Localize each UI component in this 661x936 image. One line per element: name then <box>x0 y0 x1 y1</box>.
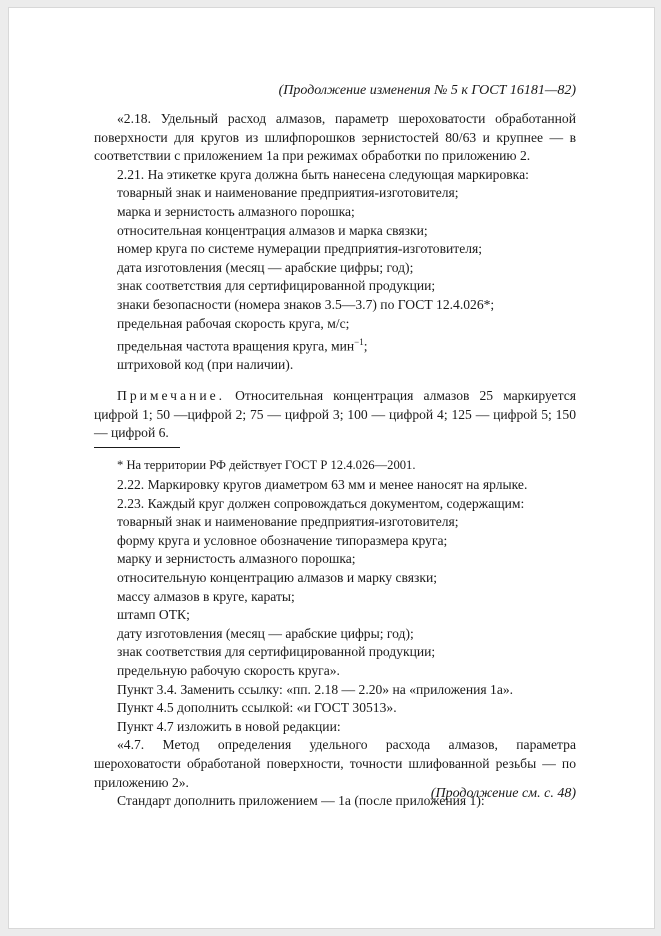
marking-item: знаки безопасности (номера знаков 3.5—3.7) по ГОСТ 12.4.026*; <box>117 296 495 312</box>
note-paragraph <box>94 387 576 443</box>
paragraph-3-4: Пункт 3.4. Заменить ссылку: «пп. 2.18 — 2.20» на «приложения 1а». <box>117 681 514 697</box>
marking-item-frequency <box>94 333 576 356</box>
marking-item: дата изготовления (месяц — арабские цифры; год); <box>117 259 414 275</box>
section-marking <box>94 110 576 375</box>
paragraph-2-18: «2.18. Удельный расход алмазов, параметр шероховатости обработанной поверхности для кругов из шлифпорошков зернистостей 80/63 и крупнее — в соответствии с приложением 1а при режимах обработки по приложению 2. <box>94 111 576 164</box>
document-item: предельную рабочую скорость круга». <box>117 662 340 678</box>
document-item: дату изготовления (месяц — арабские цифры; год); <box>117 625 414 641</box>
paragraph-2-21: 2.21. На этикетке круга должна быть нанесена следующая маркировка: <box>117 166 529 182</box>
document-item: форму круга и условное обозначение типоразмера круга; <box>117 532 448 548</box>
paragraph-4-7: Пункт 4.7 изложить в новой редакции: <box>117 718 341 734</box>
document-item: знак соответствия для сертифицированной продукции; <box>117 644 436 660</box>
item-terminator: ; <box>363 338 368 354</box>
note-label: Примечание. <box>117 388 226 403</box>
document-item: марку и зернистость алмазного порошка; <box>117 551 356 567</box>
marking-item: товарный знак и наименование предприятия-изготовителя; <box>117 185 459 201</box>
unit-superscript: −1 <box>354 337 364 348</box>
continuation-header: (Продолжение изменения № 5 к ГОСТ 16181—82) <box>278 83 576 98</box>
marking-item: предельная частота вращения круга, мин <box>117 338 355 354</box>
paragraph-4-7-text: «4.7. Метод определения удельного расхода алмазов, параметра шероховатости обработаной поверхности, точности шлифованной резьбы — по приложению 2». <box>94 737 576 790</box>
marking-item: марка и зернистость алмазного порошка; <box>117 203 355 219</box>
marking-item: предельная рабочая скорость круга, м/с; <box>117 315 350 331</box>
marking-item: знак соответствия для сертифицированной продукции; <box>117 278 436 294</box>
continuation-footer: (Продолжение см. с. 48) <box>430 786 576 801</box>
section-note <box>94 387 576 483</box>
footnote: * На территории РФ действует ГОСТ Р 12.4.026—2001. <box>117 457 416 472</box>
document-item: относительную концентрацию алмазов и марку связки; <box>117 569 438 585</box>
document-page <box>9 8 654 928</box>
standard-addition: Стандарт дополнить приложением — 1а (после приложения 1): <box>117 793 485 809</box>
marking-item: номер круга по системе нумерации предприятия-изготовителя; <box>117 241 483 257</box>
section-document <box>94 476 576 811</box>
document-item: штамп ОТК; <box>117 607 190 623</box>
document-item: массу алмазов в круге, караты; <box>117 588 295 604</box>
marking-item: штриховой код (при наличии). <box>117 357 294 373</box>
paragraph-4-5: Пункт 4.5 дополнить ссылкой: «и ГОСТ 30513». <box>117 700 397 716</box>
paragraph-2-22: 2.22. Маркировку кругов диаметром 63 мм и менее наносят на ярлыке. <box>117 477 528 492</box>
document-item: товарный знак и наименование предприятия-изготовителя; <box>117 514 459 530</box>
note-text: Относительная концентрация алмазов 25 маркируется цифрой 1; 50 —цифрой 2; 75 — цифрой 3; 100 — цифрой 4; 125 — цифрой 5; 150 — цифрой 6. <box>94 388 576 441</box>
footnote-divider <box>94 447 180 448</box>
paragraph-2-23: 2.23. Каждый круг должен сопровождаться документом, содержащим: <box>117 495 525 511</box>
marking-item: относительная концентрация алмазов и марка связки; <box>117 222 428 238</box>
